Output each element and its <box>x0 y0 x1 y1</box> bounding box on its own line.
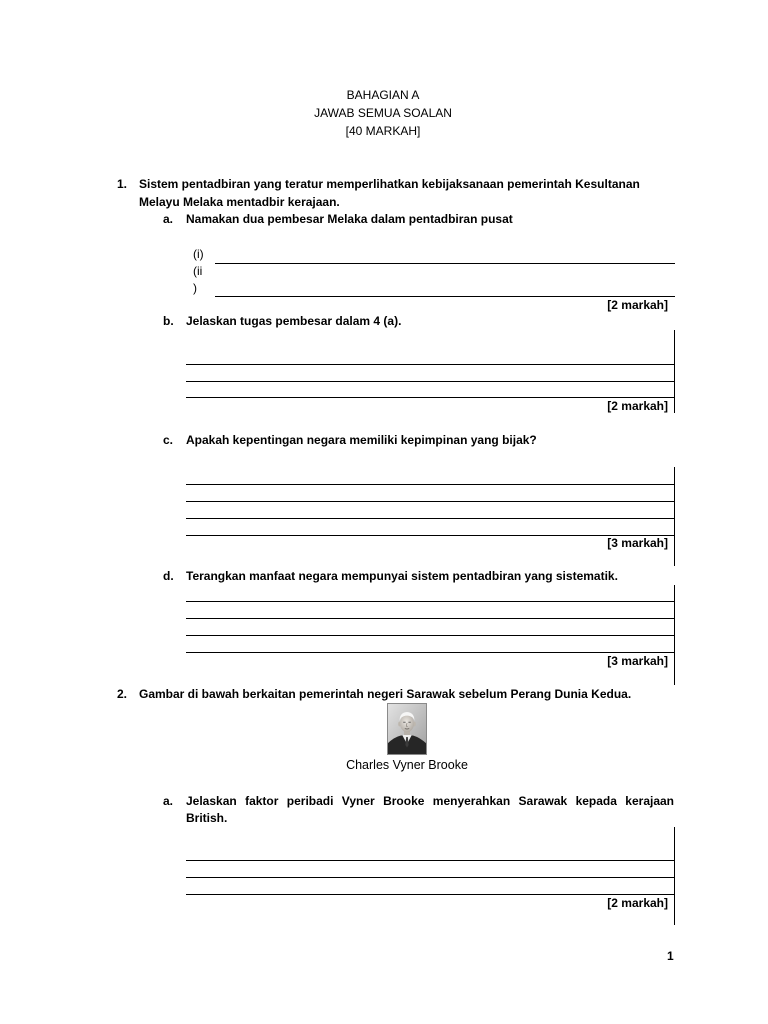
page-number: 1 <box>667 949 674 963</box>
answer-line <box>186 501 674 502</box>
part-letter: c. <box>163 433 174 447</box>
section-instruction: JAWAB SEMUA SOALAN <box>314 106 452 120</box>
part-letter: b. <box>163 314 174 328</box>
question-number: 1. <box>117 177 128 191</box>
answer-line <box>186 635 674 636</box>
portrait-photo <box>387 703 427 755</box>
marks-label: [2 markah] <box>607 896 668 910</box>
answer-box-border <box>674 827 675 925</box>
answer-line <box>186 381 674 382</box>
part-letter: d. <box>163 569 174 583</box>
part-text: Apakah kepentingan negara memiliki kepimpinan yang bijak? <box>186 433 537 447</box>
question-text-line: Melayu Melaka mentadbir kerajaan. <box>139 195 340 209</box>
answer-line <box>186 484 674 485</box>
part-text-line: Jelaskan faktor peribadi Vyner Brooke menyerahkan Sarawak kepada kerajaan <box>186 794 674 808</box>
part-text-line: British. <box>186 811 228 825</box>
marks-label: [3 markah] <box>607 654 668 668</box>
answer-line <box>215 263 675 264</box>
section-header <box>0 86 766 140</box>
question-text-line: Gambar di bawah berkaitan pemerintah negeri Sarawak sebelum Perang Dunia Kedua. <box>139 687 632 701</box>
question-number: 2. <box>117 687 128 701</box>
part-text: Namakan dua pembesar Melaka dalam pentadbiran pusat <box>186 212 513 226</box>
section-title: BAHAGIAN A <box>346 88 420 102</box>
answer-label-ii: (ii <box>193 264 203 278</box>
part-text: Terangkan manfaat negara mempunyai sistem pentadbiran yang sistematik. <box>186 569 618 583</box>
answer-line <box>186 860 674 861</box>
answer-label-i: (i) <box>193 247 204 261</box>
answer-line <box>186 601 674 602</box>
section-total-marks: [40 MARKAH] <box>345 124 421 138</box>
answer-box-border <box>674 330 675 413</box>
part-letter: a. <box>163 794 174 808</box>
answer-line <box>186 618 674 619</box>
answer-label-ii-close: ) <box>193 281 197 295</box>
answer-line <box>186 877 674 878</box>
question-text-line: Sistem pentadbiran yang teratur memperlihatkan kebijaksanaan pemerintah Kesultanan <box>139 177 640 191</box>
part-text: Jelaskan tugas pembesar dalam 4 (a). <box>186 314 402 328</box>
marks-label: [3 markah] <box>607 536 668 550</box>
answer-line <box>186 364 674 365</box>
answer-box-border <box>674 467 675 566</box>
answer-box-border <box>674 585 675 685</box>
marks-label: [2 markah] <box>607 399 668 413</box>
answer-line <box>186 518 674 519</box>
part-letter: a. <box>163 212 174 226</box>
photo-caption: Charles Vyner Brooke <box>346 758 468 772</box>
marks-label: [2 markah] <box>607 298 668 312</box>
